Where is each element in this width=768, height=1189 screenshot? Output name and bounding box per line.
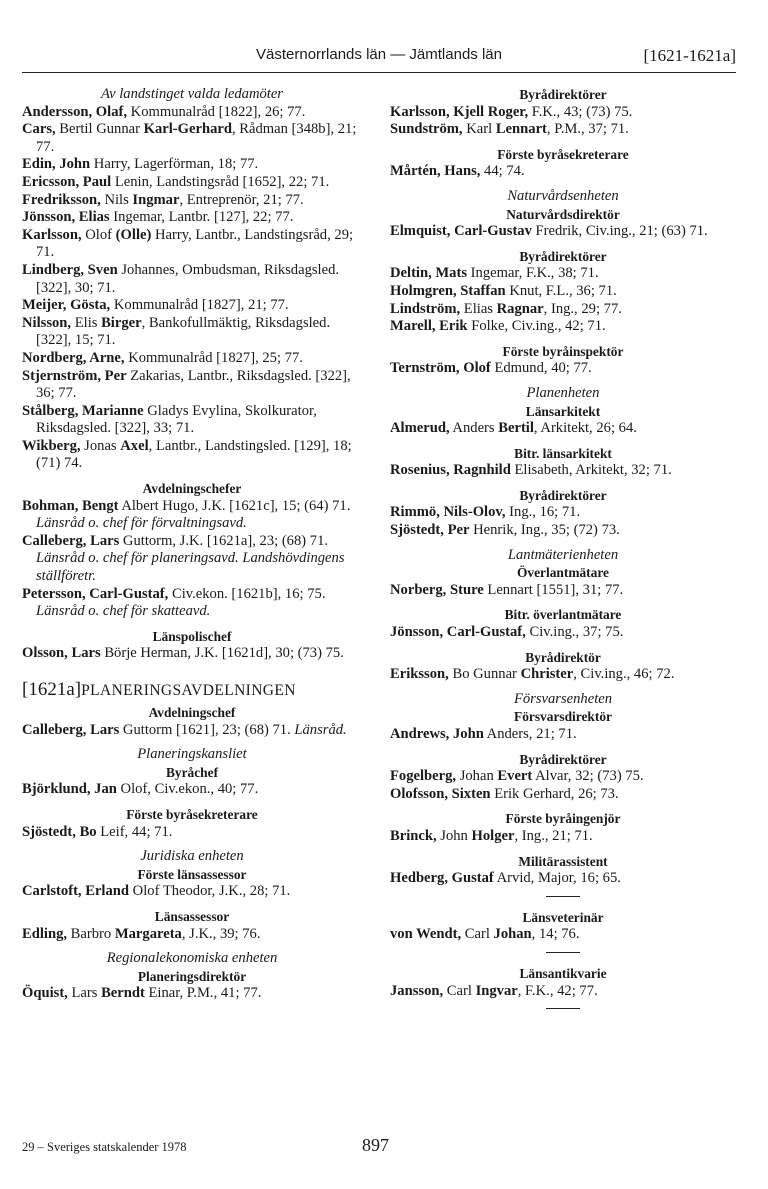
role-heading: Byrådirektörer	[519, 751, 607, 767]
entry: Stålberg, Marianne Gladys Evylina, Skolkurator, Riksdagsled. [322], 33; 71.	[22, 402, 317, 437]
entry: Hedberg, Gustaf Arvid, Major, 16; 65.	[390, 870, 621, 887]
entry: Jönsson, Carl-Gustaf, Civ.ing., 37; 75.	[390, 624, 624, 641]
entry: Eriksson, Bo Gunnar Christer, Civ.ing., 46; 72.	[390, 666, 675, 683]
role-heading: Länspolischef	[152, 628, 232, 644]
entry: Rimmö, Nils-Olov, Ing., 16; 71.	[390, 504, 581, 521]
role-heading: Förste byråsekreterare	[497, 146, 629, 162]
header-rule	[22, 72, 736, 73]
subsection-heading: Planeringskansliet	[137, 746, 247, 763]
role-heading: Byrådirektörer	[519, 87, 607, 102]
entry: Wikberg, Jonas Axel, Lantbr., Landstingsled. [129], 18; (71) 74.	[22, 437, 352, 472]
entry: Sjöstedt, Per Henrik, Ing., 35; (72) 73.	[390, 522, 620, 539]
role-heading: Bitr. överlantmätare	[504, 607, 622, 623]
page-number: 897	[362, 1135, 389, 1155]
entry: Brinck, John Holger, Ing., 21; 71.	[390, 827, 593, 844]
entry: Elmquist, Carl-Gustav Fredrik, Civ.ing., 21; (63) 71.	[390, 223, 708, 240]
subsection-heading: Försvarsenheten	[513, 690, 613, 707]
role-heading: Militärassistent	[518, 853, 608, 869]
entry: Edin, John Harry, Lagerförman, 18; 77.	[22, 156, 259, 173]
entry: Meijer, Gösta, Kommunalråd [1827], 21; 77.	[22, 297, 289, 314]
entry: Karlsson, Kjell Roger, F.K., 43; (73) 75.	[390, 103, 633, 120]
role-heading: Byråchef	[165, 764, 219, 780]
subsection-heading: Lantmäterienheten	[507, 546, 619, 563]
entry: Ericsson, Paul Lenin, Landstingsråd [1652], 22; 71.	[22, 173, 330, 190]
subsection-heading: Regionalekonomiska enheten	[106, 950, 278, 967]
role-heading: Länsassessor	[154, 908, 230, 924]
role-heading: Överlantmätare	[517, 565, 609, 581]
role-heading: Byrådirektör	[525, 649, 601, 665]
entry: Mårtén, Hans, 44; 74.	[390, 163, 525, 180]
entry: Nilsson, Elis Birger, Bankofullmäktig, Riksdagsled. [322], 15; 71.	[22, 314, 331, 349]
page-code: [1621-1621a]	[643, 46, 736, 65]
role-heading: Avdelningschefer	[142, 481, 242, 497]
separator-dash	[546, 896, 580, 897]
role-heading: Förste länsassessor	[137, 866, 247, 882]
role-heading: Byrådirektörer	[519, 487, 607, 503]
role-heading: Naturvårdsdirektör	[506, 206, 620, 222]
page-title: Västernorrlands län — Jämtlands län	[256, 46, 502, 63]
entry: Karlsson, Olof (Olle) Harry, Lantbr., Landstingsråd, 29; 71.	[22, 226, 354, 261]
entry: Almerud, Anders Bertil, Arkitekt, 26; 64.	[390, 420, 637, 437]
role-heading: Planeringsdirektör	[137, 968, 247, 984]
entry: Sundström, Karl Lennart, P.M., 37; 71.	[390, 121, 629, 138]
role-heading: Avdelningschef	[148, 705, 236, 720]
entry: Andersson, Olaf, Kommunalråd [1822], 26; 77.	[22, 103, 306, 120]
section-heading: [1621a]PLANERINGSAVDELNINGEN	[22, 679, 296, 700]
left-column	[22, 86, 362, 1003]
entry: Nordberg, Arne, Kommunalråd [1827], 25; 77.	[22, 349, 303, 366]
entry: Lindberg, Sven Johannes, Ombudsman, Riksdagsled. [322], 30; 71.	[22, 261, 340, 296]
role-heading: Förste byråsekreterare	[126, 806, 258, 822]
separator-dash	[546, 952, 580, 953]
entry: Fredriksson, Nils Ingmar, Entreprenör, 21; 77.	[22, 191, 304, 208]
entry: Bohman, Bengt Albert Hugo, J.K. [1621c], 15; (64) 71. Länsråd o. chef för förvaltningsavd.	[22, 497, 351, 532]
right-column	[390, 86, 736, 1021]
entry: Norberg, Sture Lennart [1551], 31; 77.	[390, 581, 624, 598]
role-heading: Försvarsdirektör	[514, 709, 612, 725]
entry: Björklund, Jan Olof, Civ.ekon., 40; 77.	[22, 781, 259, 798]
entry: Jansson, Carl Ingvar, F.K., 42; 77.	[390, 982, 598, 999]
role-heading: Länsantikvarie	[519, 965, 607, 981]
entry: Edling, Barbro Margareta, J.K., 39; 76.	[22, 925, 261, 942]
entry: Deltin, Mats Ingemar, F.K., 38; 71.	[390, 265, 599, 282]
role-heading: Bitr. länsarkitekt	[514, 445, 612, 461]
entry: Stjernström, Per Zakarias, Lantbr., Riksdagsled. [322], 36; 77.	[22, 367, 351, 402]
subsection-heading: Naturvårdsenheten	[507, 187, 619, 204]
role-heading: Länsarkitekt	[525, 403, 601, 419]
entry: Cars, Bertil Gunnar Karl-Gerhard, Rådman [348b], 21; 77.	[22, 121, 357, 155]
entry: Fogelberg, Johan Evert Alvar, 32; (73) 75.	[390, 768, 644, 785]
entry: Andrews, John Anders, 21; 71.	[390, 726, 577, 742]
entry: Rosenius, Ragnhild Elisabeth, Arkitekt, 32; 71.	[390, 462, 672, 479]
entry: Olofsson, Sixten Erik Gerhard, 26; 73.	[390, 785, 619, 802]
role-heading: Förste byråingenjör	[505, 811, 621, 827]
entry: Marell, Erik Folke, Civ.ing., 42; 71.	[390, 318, 606, 335]
entry: Calleberg, Lars Guttorm, J.K. [1621a], 23; (68) 71. Länsråd o. chef för planeringsavd. Landshövdingens ställföretr.	[22, 532, 345, 585]
entry: Olsson, Lars Börje Herman, J.K. [1621d], 30; (73) 75.	[22, 645, 344, 662]
subsection-heading: Planenheten	[526, 384, 600, 401]
subsection-heading: Av landstinget valda ledamöter	[101, 86, 283, 102]
entry: Öquist, Lars Berndt Einar, P.M., 41; 77.	[22, 985, 262, 1002]
role-heading: Förste byråinspektör	[502, 343, 624, 359]
role-heading: Byrådirektörer	[519, 248, 607, 264]
entry: Calleberg, Lars Guttorm [1621], 23; (68) 71. Länsråd.	[22, 721, 347, 738]
subsection-heading: Juridiska enheten	[140, 848, 244, 865]
entry: Jönsson, Elias Ingemar, Lantbr. [127], 22; 77.	[22, 209, 294, 226]
entry: Lindström, Elias Ragnar, Ing., 29; 77.	[390, 300, 622, 317]
role-heading: Länsveterinär	[522, 909, 604, 925]
entry: Ternström, Olof Edmund, 40; 77.	[390, 360, 592, 377]
entry: Holmgren, Staffan Knut, F.L., 36; 71.	[390, 282, 617, 299]
entry: Petersson, Carl-Gustaf, Civ.ekon. [1621b], 16; 75. Länsråd o. chef för skatteavd.	[22, 585, 326, 620]
separator-dash	[546, 1008, 580, 1009]
entry: Carlstoft, Erland Olof Theodor, J.K., 28; 71.	[22, 883, 291, 900]
entry: Sjöstedt, Bo Leif, 44; 71.	[22, 823, 173, 840]
entry: von Wendt, Carl Johan, 14; 76.	[390, 926, 580, 943]
footer-source: 29 – Sveriges statskalender 1978	[22, 1140, 187, 1154]
page-header	[22, 46, 736, 68]
